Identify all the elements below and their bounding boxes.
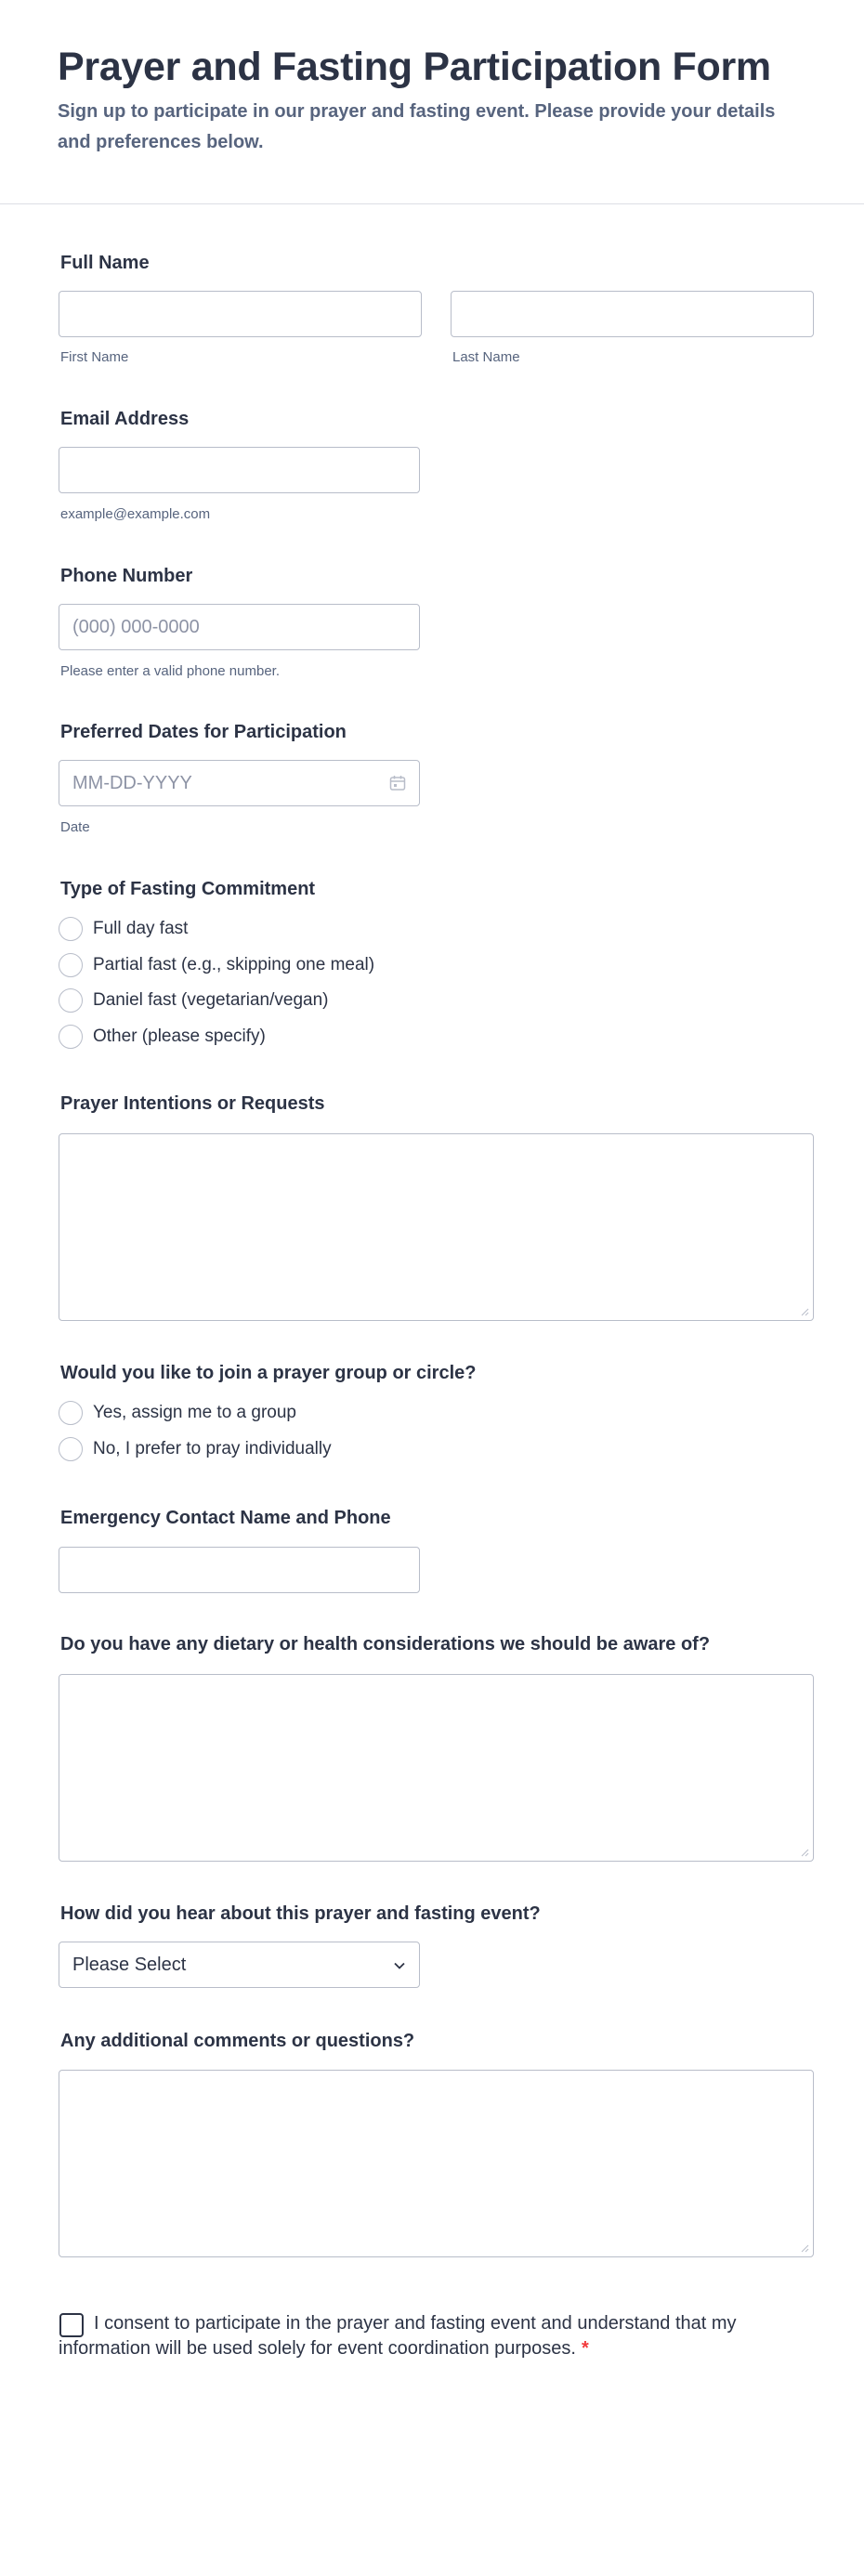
calendar-icon[interactable]: [389, 775, 406, 791]
radio-button[interactable]: [59, 988, 83, 1013]
date-sublabel: Date: [60, 819, 90, 835]
resize-handle-icon[interactable]: [800, 1307, 809, 1316]
dates-label: Preferred Dates for Participation: [60, 722, 347, 742]
form-header: [0, 0, 864, 204]
first-name-sublabel: First Name: [60, 349, 129, 365]
phone-input[interactable]: [59, 604, 420, 650]
radio-button[interactable]: [59, 917, 83, 941]
hear-select[interactable]: [59, 1942, 420, 1988]
fasting-option-label: Other (please specify): [93, 1026, 266, 1046]
email-input[interactable]: [59, 447, 420, 493]
date-placeholder: MM-DD-YYYY: [72, 773, 192, 793]
comments-label: Any additional comments or questions?: [60, 2031, 415, 2051]
fasting-label: Type of Fasting Commitment: [60, 879, 316, 899]
chevron-down-icon[interactable]: [393, 1959, 406, 1972]
intentions-textarea[interactable]: [59, 1133, 814, 1321]
radio-button[interactable]: [59, 1401, 83, 1425]
required-mark: *: [581, 2338, 589, 2359]
dietary-textarea[interactable]: [59, 1674, 814, 1862]
group-option-label: No, I prefer to pray individually: [93, 1439, 332, 1458]
resize-handle-icon[interactable]: [800, 1848, 809, 1857]
phone-label: Phone Number: [60, 566, 193, 586]
email-sublabel: example@example.com: [60, 506, 211, 522]
emergency-contact-input[interactable]: [59, 1547, 420, 1593]
dietary-label: Do you have any dietary or health considerations we should be aware of?: [60, 1634, 711, 1654]
consent-label: [59, 2311, 746, 2361]
full-name-label: Full Name: [60, 253, 150, 273]
page-title: Prayer and Fasting Participation Form: [58, 45, 771, 89]
fasting-option-label: Daniel fast (vegetarian/vegan): [93, 990, 329, 1010]
intentions-label: Prayer Intentions or Requests: [60, 1093, 325, 1114]
radio-button[interactable]: [59, 953, 83, 977]
last-name-input[interactable]: [451, 291, 814, 337]
hear-select-value: Please Select: [72, 1955, 187, 1975]
fasting-option-label: Partial fast (e.g., skipping one meal): [93, 955, 375, 974]
emergency-label: Emergency Contact Name and Phone: [60, 1508, 391, 1528]
resize-handle-icon[interactable]: [800, 2243, 809, 2253]
date-input[interactable]: [59, 760, 420, 806]
group-option-label: Yes, assign me to a group: [93, 1403, 296, 1422]
radio-button[interactable]: [59, 1437, 83, 1461]
email-label: Email Address: [60, 409, 190, 429]
phone-placeholder: (000) 000-0000: [72, 617, 200, 637]
hear-label: How did you hear about this prayer and fasting event?: [60, 1903, 541, 1924]
consent-text: I consent to participate in the prayer and fasting event and understand that my information will be used solely for event coordination purposes.: [59, 2313, 737, 2359]
radio-button[interactable]: [59, 1025, 83, 1049]
last-name-sublabel: Last Name: [452, 349, 520, 365]
page-subtitle: Sign up to participate in our prayer and fasting event. Please provide your details and preferences below.: [58, 101, 776, 152]
group-label: Would you like to join a prayer group or circle?: [60, 1363, 477, 1383]
phone-sublabel: Please enter a valid phone number.: [60, 663, 280, 679]
consent-checkbox[interactable]: [59, 2313, 84, 2337]
comments-textarea[interactable]: [59, 2070, 814, 2257]
fasting-option-label: Full day fast: [93, 919, 189, 938]
first-name-input[interactable]: [59, 291, 422, 337]
